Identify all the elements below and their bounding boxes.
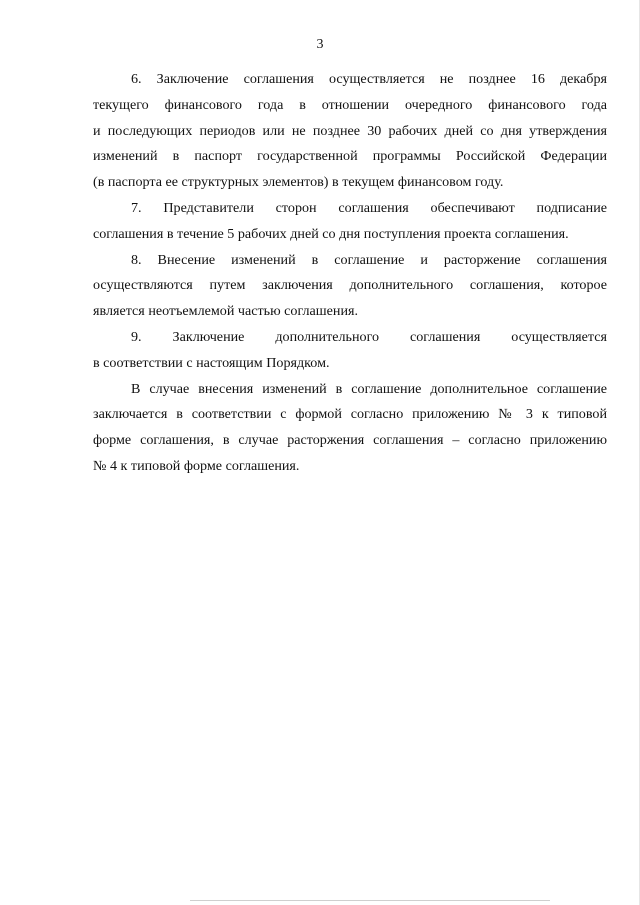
text-line: соглашения в течение 5 рабочих дней со дня поступления проекта соглашения. — [93, 225, 569, 242]
text-line: осуществляются путем заключения дополнительного соглашения, которое — [93, 277, 607, 294]
page-number: 3 — [316, 37, 324, 52]
text-line: заключается в соответствии с формой согласно приложению № 3 к типовой — [93, 406, 607, 423]
text-line: форме соглашения, в случае расторжения соглашения – согласно приложению — [93, 432, 607, 449]
text-line: (в паспорта ее структурных элементов) в текущем финансовом году. — [93, 174, 504, 191]
text-line: В случае внесения изменений в соглашение дополнительное соглашение — [131, 380, 607, 397]
text-line: 8. Внесение изменений в соглашение и расторжение соглашения — [131, 251, 607, 268]
paragraph-7 — [93, 196, 607, 248]
text-line: текущего финансового года в отношении очередного финансового года — [93, 96, 607, 113]
scan-edge-line — [190, 900, 550, 901]
text-line: 6. Заключение соглашения осуществляется не позднее 16 декабря — [131, 71, 607, 87]
text-line: 7. Представители сторон соглашения обеспечивают подписание — [131, 199, 607, 216]
text-line: в соответствии с настоящим Порядком. — [93, 354, 330, 371]
text-line: изменений в паспорт государственной программы Российской Федерации — [93, 148, 607, 165]
paragraph-6 — [93, 67, 607, 196]
paragraph-9 — [93, 325, 607, 377]
text-line: № 4 к типовой форме соглашения. — [93, 457, 300, 474]
document-body — [93, 67, 607, 480]
text-line: и последующих периодов или не позднее 30 рабочих дней со дня утверждения — [93, 122, 607, 139]
paragraph-amendments — [93, 377, 607, 480]
text-line: является неотъемлемой частью соглашения. — [93, 303, 359, 320]
paragraph-8 — [93, 248, 607, 325]
text-line: 9. Заключение дополнительного соглашения осуществляется — [131, 328, 607, 345]
